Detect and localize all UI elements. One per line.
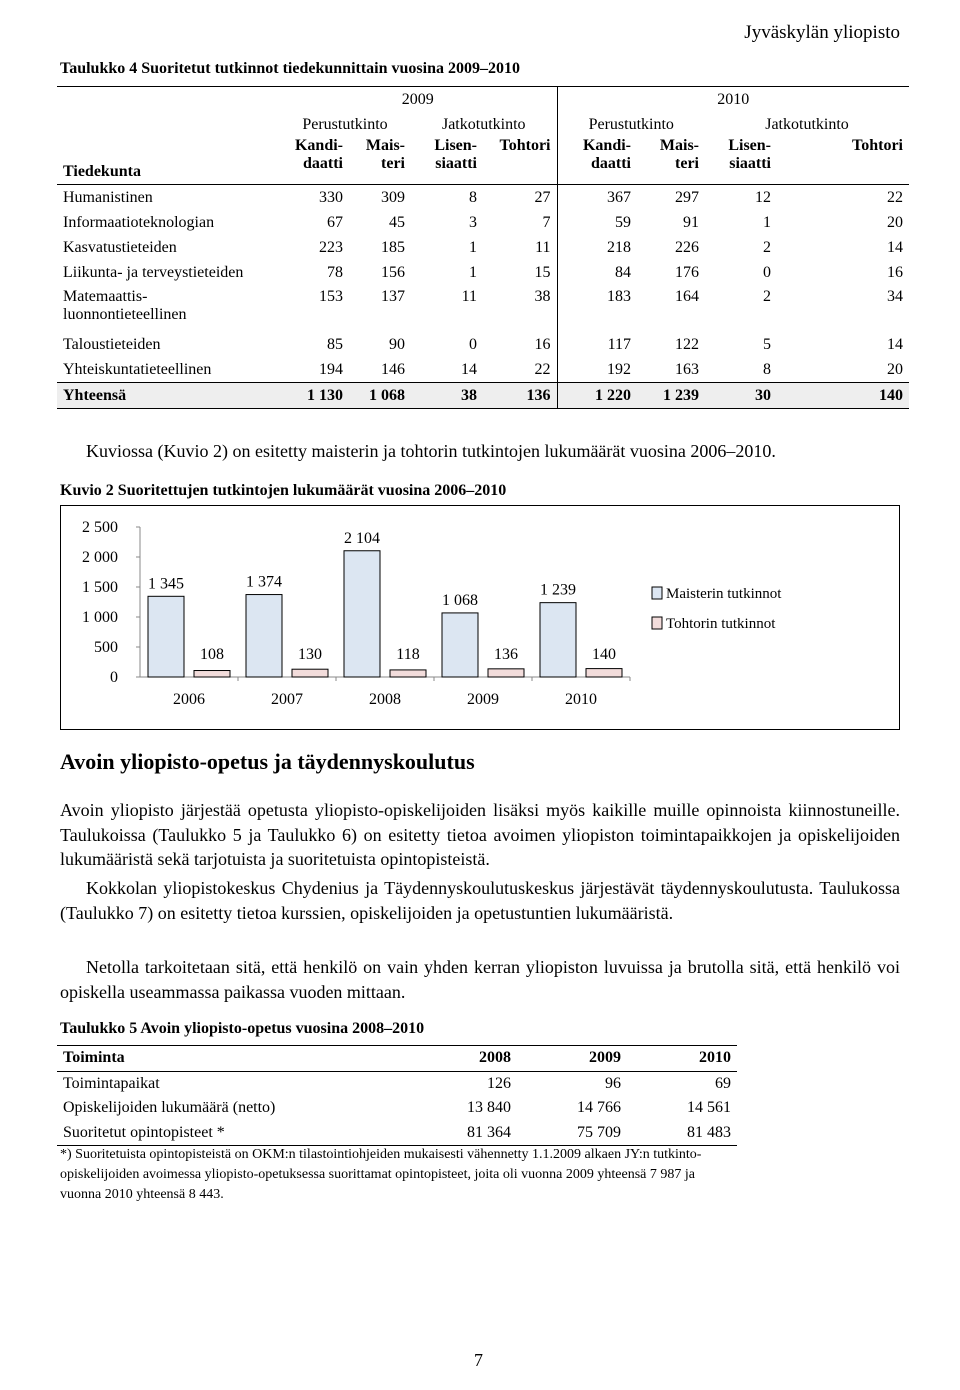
table-cell: 192 [557, 357, 637, 383]
legend-label: Tohtorin tutkinnot [666, 616, 776, 632]
table-cell: 45 [389, 213, 405, 231]
table5-cell: 13 840 [467, 1099, 511, 1117]
legend-swatch [652, 617, 662, 629]
data-label: 130 [298, 646, 322, 663]
x-tick-label: 2007 [271, 691, 303, 708]
table-cell: 27 [534, 188, 551, 206]
sub-header: Lisen- siaatti [411, 137, 483, 185]
table-cell: 176 [675, 263, 699, 281]
y-tick-label: 0 [110, 669, 118, 686]
table-cell: 14 [887, 238, 903, 256]
table-cell: 7 [542, 213, 551, 231]
total-cell: 1 220 [557, 383, 637, 409]
table-cell: 12 [755, 188, 771, 206]
level-header: Jatkotutkinto [765, 116, 849, 133]
table-cell: 330 [319, 188, 343, 206]
sub-header: Kandi- daatti [279, 137, 349, 185]
table-cell: 59 [557, 210, 637, 235]
faculty-name: Humanistinen [63, 188, 153, 206]
table5-cell: Suoritetut opintopisteet * [57, 1121, 427, 1146]
table-cell: 8 [469, 188, 477, 206]
table-row [57, 332, 909, 357]
table5-footnote [60, 1145, 890, 1205]
table-cell: 223 [319, 238, 343, 256]
table-cell: 78 [327, 263, 343, 281]
y-tick-label: 500 [94, 639, 118, 656]
faculty-name: Matemaattis- luonnontieteellinen [63, 288, 187, 323]
table-cell: 11 [535, 238, 551, 256]
total-cell: 136 [483, 383, 557, 409]
table5 [57, 1045, 737, 1146]
section-heading: Avoin yliopisto-opetus ja täydennyskoulutus [60, 749, 475, 774]
data-label: 1 345 [148, 575, 184, 593]
sub-header: Mais- teri [637, 137, 705, 185]
table5-cell: 14 561 [687, 1099, 731, 1117]
total-label: Yhteensä [57, 383, 279, 409]
table-cell: 309 [381, 188, 405, 206]
y-tick-label: 1 500 [82, 579, 118, 596]
data-label: 118 [396, 646, 420, 663]
table-cell: 185 [381, 238, 405, 256]
table4-title: Taulukko 4 Suoritetut tutkinnot tiedekunnittain vuosina 2009–2010 [60, 60, 520, 77]
table5-cell: 96 [605, 1074, 621, 1092]
bar-tohtori [194, 671, 230, 677]
table-cell: 163 [675, 360, 699, 378]
table-cell: 5 [763, 335, 771, 353]
table-cell: 11 [461, 288, 477, 305]
table-cell: 164 [675, 288, 699, 305]
footnote-line: *) Suoritetuista opintopisteistä on OKM:n tilastointiohjeiden mukaisesti vähennetty 1.1.2009 alkaen JY:n tutkinto- [60, 1147, 702, 1162]
table-cell: 2 [763, 238, 771, 256]
table-row [57, 185, 909, 211]
x-tick-label: 2008 [369, 691, 401, 708]
data-label: 140 [592, 646, 616, 663]
table5-header: 2009 [517, 1046, 627, 1072]
table5-cell: 126 [487, 1074, 511, 1092]
table-cell: 14 [461, 360, 477, 378]
table5-title: Taulukko 5 Avoin yliopisto-opetus vuosina 2008–2010 [60, 1020, 425, 1037]
bar-maisteri [246, 595, 282, 677]
page-number: 7 [474, 1350, 483, 1370]
table-cell: 1 [763, 213, 771, 231]
table-row [57, 357, 909, 383]
table5-cell: Toimintapaikat [63, 1074, 160, 1092]
table5-header: 2008 [427, 1046, 517, 1072]
bar-maisteri [540, 603, 576, 677]
paragraph: Kokkolan yliopistokeskus Chydenius ja Täydennyskoulutuskeskus järjestävät täydennyskoulutusta. Taulukossa (Taulukko 7) on esitetty tietoa kurssien, opiskelijoiden ja opetustuntien lukumääristä. [60, 878, 900, 923]
table-cell: 15 [534, 263, 551, 281]
legend-label: Maisterin tutkinnot [666, 586, 782, 602]
table-cell: 16 [887, 263, 903, 281]
bar-maisteri [148, 596, 184, 677]
sub-header: Tohtori [777, 137, 909, 185]
faculty-name: Taloustieteiden [63, 335, 161, 353]
x-tick-label: 2010 [565, 691, 597, 708]
data-label: 136 [494, 646, 518, 663]
table-cell: 153 [319, 288, 343, 305]
table-cell: 226 [675, 238, 699, 256]
table-row [57, 1096, 737, 1121]
table-cell: 22 [887, 188, 903, 206]
table-cell: 20 [887, 213, 903, 231]
table-cell: 91 [683, 213, 699, 231]
table-cell: 1 [469, 263, 477, 281]
footnote-line: opiskelijoiden avoimessa yliopisto-opetuksessa suorittamat opintopisteet, joita oli vuonna 2009 yhteensä 7 987 ja [60, 1167, 695, 1182]
data-label: 1 239 [540, 581, 576, 599]
year-2009: 2009 [279, 87, 557, 114]
table5-cell: 75 709 [517, 1121, 627, 1146]
table-cell: 297 [675, 188, 699, 206]
table-row [57, 285, 909, 332]
university-name: Jyväskylän yliopisto [744, 22, 900, 43]
y-tick-label: 1 000 [82, 609, 118, 626]
bar-maisteri [442, 613, 478, 677]
table-cell: 8 [763, 360, 771, 378]
x-tick-label: 2009 [467, 691, 499, 708]
table5-cell: Opiskelijoiden lukumäärä (netto) [63, 1099, 276, 1117]
table-cell: 38 [534, 288, 551, 305]
year-2010: 2010 [557, 87, 909, 114]
table5-cell: 69 [715, 1074, 731, 1092]
table-cell: 2 [763, 288, 771, 305]
bar-maisteri [344, 551, 380, 677]
figure2-title: Kuvio 2 Suoritettujen tutkintojen lukumäärät vuosina 2006–2010 [60, 482, 507, 499]
sub-header: Lisen- siaatti [705, 137, 777, 185]
faculty-name: Kasvatustieteiden [63, 238, 177, 256]
level-header: Perustutkinto [302, 116, 388, 133]
table-cell: 16 [534, 335, 551, 353]
faculty-header: Tiedekunta [57, 137, 279, 185]
legend-swatch [652, 587, 662, 599]
x-tick-label: 2006 [173, 691, 205, 708]
table5-cell: 14 766 [577, 1099, 621, 1117]
paragraph: Netolla tarkoitetaan sitä, että henkilö on vain yhden kerran yliopiston luvuissa ja brutolla sitä, että henkilö voi opiskella useammassa paikassa vuoden mittaan. [60, 957, 900, 1002]
bar-tohtori [292, 669, 328, 677]
table-cell: 67 [327, 213, 343, 231]
table-cell: 22 [534, 360, 551, 378]
data-label: 1 374 [246, 573, 282, 591]
table-cell: 156 [381, 263, 405, 281]
level-header: Jatkotutkinto [441, 116, 526, 133]
table5-cell: 81 483 [627, 1121, 737, 1146]
table-cell: 34 [887, 288, 903, 305]
total-cell: 1 068 [349, 383, 411, 409]
total-cell: 30 [705, 383, 777, 409]
table5-header: 2010 [627, 1046, 737, 1072]
total-cell: 1 130 [279, 383, 349, 409]
faculty-name: Yhteiskuntatieteellinen [63, 360, 212, 378]
footnote-line: vuonna 2010 yhteensä 8 443. [60, 1187, 224, 1202]
table-cell: 0 [763, 263, 771, 281]
y-tick-label: 2 500 [82, 519, 118, 536]
table-cell: 117 [557, 332, 637, 357]
table-cell: 3 [469, 213, 477, 231]
table-cell: 194 [319, 360, 343, 378]
table-row [57, 210, 909, 235]
y-tick-label: 2 000 [82, 549, 118, 566]
faculty-name: Informaatioteknologian [63, 213, 215, 231]
table-row [57, 1121, 737, 1146]
table-cell: 0 [469, 335, 477, 353]
bar-tohtori [488, 669, 524, 677]
table-cell: 14 [887, 335, 903, 353]
table-cell: 146 [381, 360, 405, 378]
total-cell: 140 [777, 383, 909, 409]
table-cell: 122 [675, 335, 699, 353]
sub-header: Mais- teri [349, 137, 411, 185]
table-cell: 84 [557, 260, 637, 285]
total-cell: 38 [411, 383, 483, 409]
table-row [57, 260, 909, 285]
table5-cell: 81 364 [427, 1121, 517, 1146]
figure2-chart [60, 505, 900, 730]
table-cell: 367 [557, 185, 637, 211]
table-cell: 137 [381, 288, 405, 305]
bar-tohtori [586, 669, 622, 677]
table-cell: 90 [389, 335, 405, 353]
table-cell: 1 [469, 238, 477, 256]
data-label: 1 068 [442, 591, 478, 609]
table-row [57, 1071, 737, 1096]
table-cell: 183 [557, 285, 637, 332]
data-label: 2 104 [344, 529, 380, 547]
table-cell: 20 [887, 360, 903, 378]
bar-chart [60, 505, 900, 730]
total-cell: 1 239 [637, 383, 705, 409]
table-cell: 218 [557, 235, 637, 260]
sub-header: Tohtori [483, 137, 557, 185]
data-label: 108 [200, 646, 224, 663]
table-row [57, 235, 909, 260]
paragraph: Avoin yliopisto järjestää opetusta yliopisto-opiskelijoiden lisäksi myös kaikille muille opinnoista kiinnostuneille. Taulukoissa (Taulukko 5 ja Taulukko 6) on esitetty tietoa avoimen yliopiston toimintapaikkojen ja opiskelijoiden lukumääristä sekä tarjotuista ja suoritetuista opintopisteistä. [60, 800, 900, 869]
faculty-name: Liikunta- ja terveystieteiden [63, 263, 244, 281]
intro-paragraph: Kuviossa (Kuvio 2) on esitetty maisterin ja tohtorin tutkintojen lukumäärät vuosina 2006–2010. [86, 441, 776, 461]
bar-tohtori [390, 670, 426, 677]
sub-header: Kandi- daatti [557, 137, 637, 185]
table-cell: 85 [327, 335, 343, 353]
table4 [57, 86, 909, 409]
level-header: Perustutkinto [557, 113, 705, 137]
table5-header: Toiminta [57, 1046, 427, 1072]
